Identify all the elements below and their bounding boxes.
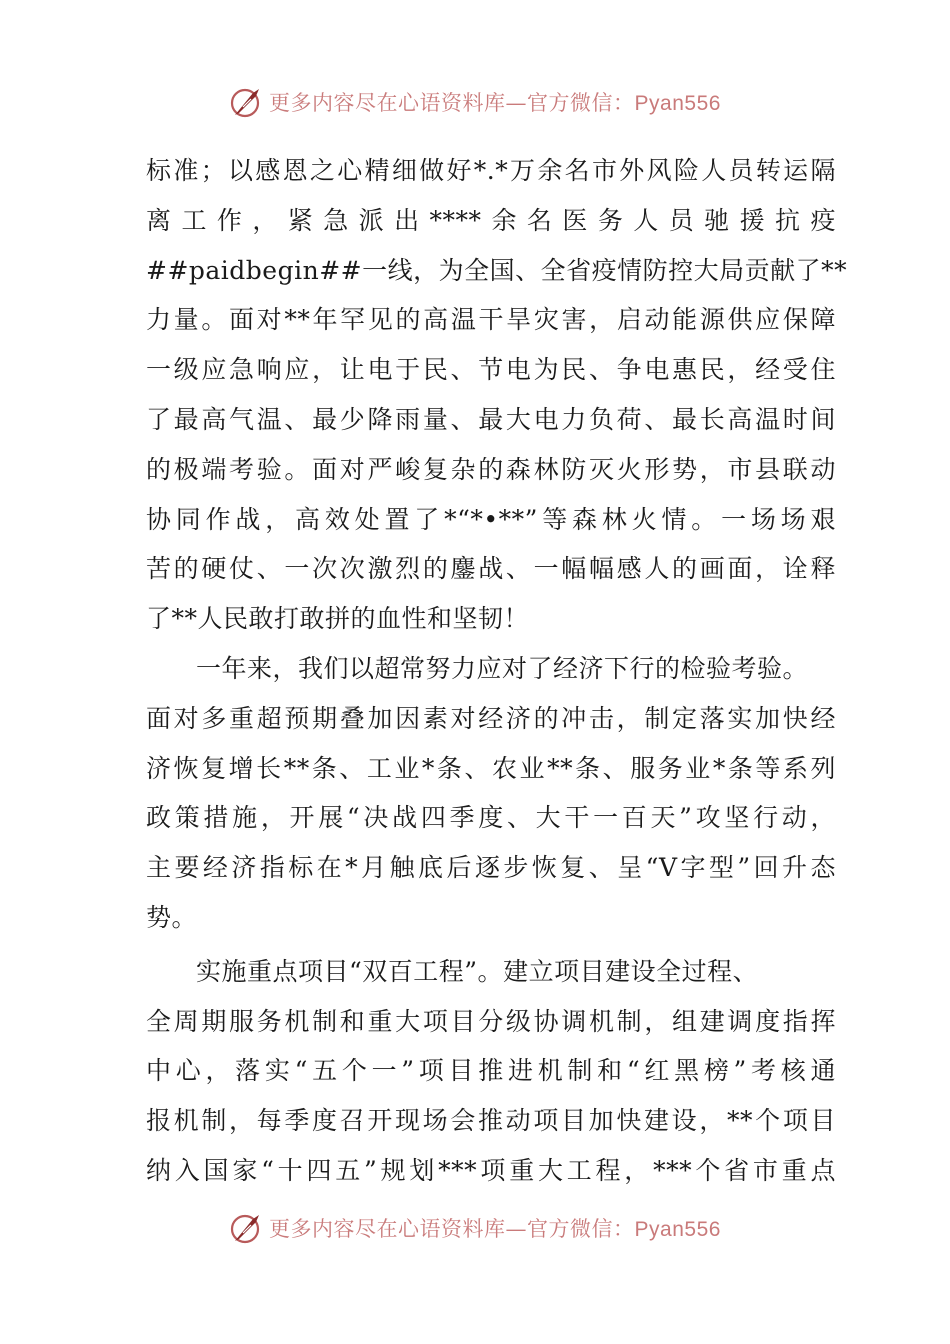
text-line: 一年来，我们以超常努力应对了经济下行的检验考验。 xyxy=(196,653,809,683)
text-line: 力量。面对**年罕见的高温干旱灾害，启动能源供应保障 xyxy=(146,305,836,335)
text-line: 中心，落实“五个一”项目推进机制和“红黑榜”考核通 xyxy=(146,1056,836,1086)
document-body xyxy=(146,146,848,1196)
text-line: 了最高气温、最少降雨量、最大电力负荷、最长高温时间 xyxy=(146,404,836,434)
text-line: 政策措施，开展“决战四季度、大干一百天”攻坚行动， xyxy=(146,803,836,833)
paragraph xyxy=(146,947,836,1196)
text-line: 势。 xyxy=(146,902,198,932)
text-line: 主要经济指标在*月触底后逐步恢复、呈“V字型”回升态 xyxy=(146,853,836,883)
text-line: 苦的硬仗、一次次激烈的鏖战、一幅幅感人的画面，诠释 xyxy=(146,554,836,584)
text-line: 离工作，紧急派出****余名医务人员驰援抗疫 xyxy=(146,205,836,235)
text-line: 的极端考验。面对严峻复杂的森林防灭火形势，市县联动 xyxy=(146,454,836,484)
text-line: 了**人民敢打敢拼的血性和坚韧！ xyxy=(146,604,530,634)
text-line: 一级应急响应，让电于民、节电为民、争电惠民，经受住 xyxy=(146,355,836,385)
text-line: 协同作战，高效处置了*“*•**”等森林火情。一场场艰 xyxy=(146,504,836,534)
banner-text xyxy=(269,1213,721,1243)
banner-wechat-id: Pyan556 xyxy=(634,1218,721,1241)
quill-logo-icon xyxy=(229,85,263,119)
text-line: 实施重点项目“双百工程”。建立项目建设全过程、 xyxy=(196,956,759,986)
text-line: 标准；以感恩之心精细做好*.*万余名市外风险人员转运隔 xyxy=(146,156,836,185)
banner-text xyxy=(269,87,721,117)
banner-text-cn: 更多内容尽在心语资料库—官方微信： xyxy=(269,91,635,115)
footer-banner xyxy=(0,1206,950,1250)
text-line: 全周期服务机制和重大项目分级协调机制，组建调度指挥 xyxy=(146,1006,836,1036)
banner-text-cn: 更多内容尽在心语资料库—官方微信： xyxy=(269,1217,635,1241)
text-line: 报机制，每季度召开现场会推动项目加快建设，**个项目 xyxy=(146,1106,836,1136)
text-line: 面对多重超预期叠加因素对经济的冲击，制定落实加快经 xyxy=(146,703,836,733)
text-line: 济恢复增长**条、工业*条、农业**条、服务业*条等系列 xyxy=(146,753,836,783)
text-line: ##paidbegin##一线，为全国、全省疫情防控大局贡献了** xyxy=(146,255,848,285)
text-line: 纳入国家“十四五”规划***项重大工程，***个省市重点 xyxy=(146,1155,836,1185)
header-banner xyxy=(0,80,950,124)
paragraph xyxy=(146,644,836,943)
paragraph xyxy=(146,146,848,644)
quill-logo-icon xyxy=(229,1211,263,1245)
banner-wechat-id: Pyan556 xyxy=(634,92,721,115)
